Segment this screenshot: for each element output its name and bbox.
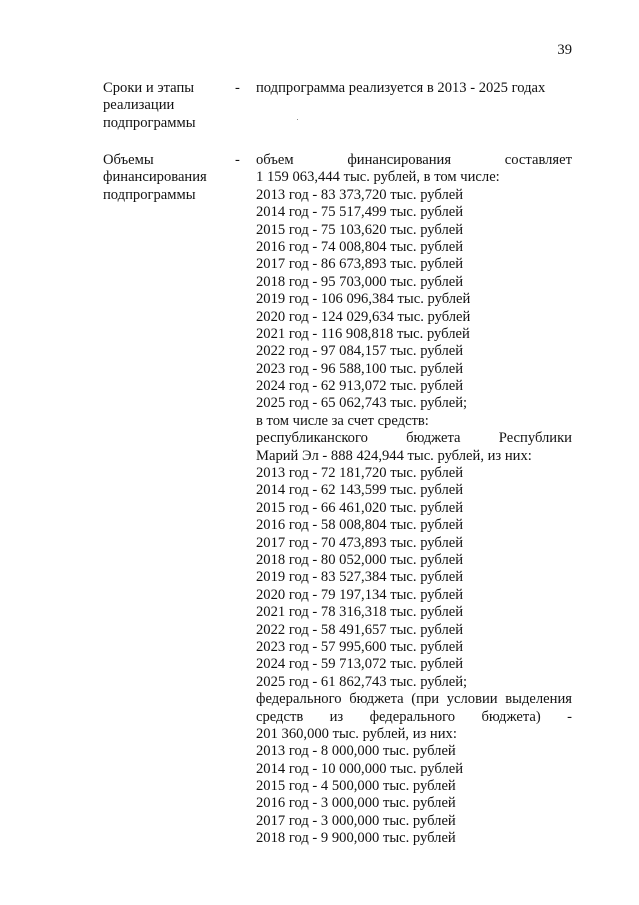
year-amount-line: 2019 год - 106 096,384 тыс. рублей [256,291,471,308]
year-amount-line: 2024 год - 62 913,072 тыс. рублей [256,378,464,395]
year-amount-line: 2016 год - 74 008,804 тыс. рублей [256,238,464,255]
year-amount-line: 2018 год - 80 052,000 тыс. рублей [256,551,464,568]
year-amount-line: 2022 год - 97 084,157 тыс. рублей [256,343,464,360]
word: средств [256,708,304,725]
year-amount-line: 2015 год - 75 103,620 тыс. рублей [256,221,464,238]
year-amount-line: 2014 год - 10 000,000 тыс. рублей [256,760,464,777]
volumes-label-line: финансирования [103,169,207,186]
year-amount-line: 2024 год - 59 713,072 тыс. рублей [256,656,464,673]
year-amount-line: 2014 год - 62 143,599 тыс. рублей [256,482,464,499]
volumes-label-line: подпрограммы [103,186,196,203]
volumes-label-line: Объемы [103,152,154,168]
year-amount-line: 2021 год - 116 908,818 тыс. рублей [256,325,470,342]
terms-label-line: Сроки и этапы [103,80,195,96]
word: выделения [505,691,572,708]
year-amount-line: 2022 год - 58 491,657 тыс. рублей [256,621,464,638]
republic-years-list [256,465,572,691]
word: федерального [256,691,342,708]
year-amount-line: 2017 год - 86 673,893 тыс. рублей [256,256,464,273]
terms-label [103,80,233,132]
year-amount-line: 2013 год - 8 000,000 тыс. рублей [256,743,456,760]
word: бюджета [406,430,461,447]
word: из [329,708,344,725]
year-amount-line: 2019 год - 83 527,384 тыс. рублей [256,569,464,586]
volumes-value [256,152,572,848]
word: бюджета [349,691,404,708]
volumes-label [103,152,233,204]
terms-label-line: подпрограммы [103,114,196,131]
year-amount-line: 2013 год - 72 181,720 тыс. рублей [256,465,464,482]
republic-total: Марий Эл - 888 424,944 тыс. рублей, из них: [256,447,532,464]
year-amount-line: 2018 год - 9 900,000 тыс. рублей [256,830,456,847]
word: составляет [504,152,572,168]
year-amount-line: 2021 год - 78 316,318 тыс. рублей [256,604,464,621]
scan-speck [297,119,298,120]
terms-value [256,80,572,97]
republic-line [256,430,572,447]
federal-years-list [256,743,572,847]
year-amount-line: 2020 год - 124 029,634 тыс. рублей [256,308,471,325]
page-number: 39 [557,42,572,58]
word: республиканского [256,430,368,447]
federal-line [256,691,572,708]
word: объем [256,152,294,168]
year-amount-line: 2025 год - 65 062,743 тыс. рублей; [256,395,468,412]
volumes-dash: - [235,152,240,168]
year-amount-line: 2025 год - 61 862,743 тыс. рублей; [256,673,468,690]
year-amount-line: 2015 год - 66 461,020 тыс. рублей [256,499,464,516]
word: финансирования [347,152,452,168]
volumes-total: 1 159 063,444 тыс. рублей, в том числе: [256,169,500,186]
year-amount-line: 2015 год - 4 500,000 тыс. рублей [256,778,456,795]
year-amount-line: 2014 год - 75 517,499 тыс. рублей [256,204,464,221]
federal-total: 201 360,000 тыс. рублей, из них: [256,725,457,742]
terms-value-text: подпрограмма реализуется в 2013 - 2025 годах [256,80,546,96]
including-line: в том числе за счет средств: [256,412,429,429]
terms-dash: - [235,80,240,96]
year-amount-line: 2018 год - 95 703,000 тыс. рублей [256,273,464,290]
word: - [567,708,572,725]
year-amount-line: 2023 год - 57 995,600 тыс. рублей [256,638,464,655]
word: Республики [498,430,572,447]
terms-label-line: реализации [103,97,175,114]
year-amount-line: 2016 год - 3 000,000 тыс. рублей [256,795,456,812]
year-amount-line: 2013 год - 83 373,720 тыс. рублей [256,186,464,203]
word: бюджета) [481,708,541,725]
word: федерального [369,708,456,725]
word: условии [446,691,498,708]
year-amount-line: 2020 год - 79 197,134 тыс. рублей [256,586,464,603]
volumes-first-line [256,152,572,169]
federal-line-2 [256,709,572,726]
word: (при [411,691,440,708]
year-amount-line: 2016 год - 58 008,804 тыс. рублей [256,517,464,534]
year-amount-line: 2023 год - 96 588,100 тыс. рублей [256,360,464,377]
total-years-list [256,187,572,413]
year-amount-line: 2017 год - 3 000,000 тыс. рублей [256,812,456,829]
year-amount-line: 2017 год - 70 473,893 тыс. рублей [256,534,464,551]
